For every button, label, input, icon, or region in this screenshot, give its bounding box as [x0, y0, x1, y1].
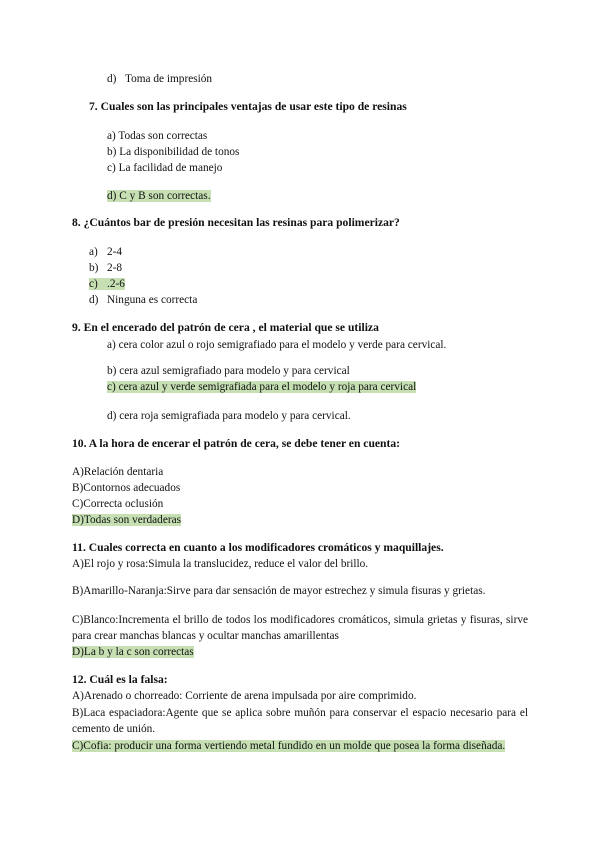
- answer-highlight: [89, 278, 125, 290]
- question-12-title: 12. Cuál es la falsa:: [72, 673, 168, 686]
- question-11-option-d-answer: [72, 645, 194, 659]
- question-8-title: 8. ¿Cuántos bar de presión necesitan las resinas para polimerizar?: [72, 216, 400, 229]
- prev-option-d: [107, 72, 212, 86]
- question-11-title: 11. Cuales correcta en cuanto a los modificadores cromáticos y maquillajes.: [72, 541, 444, 554]
- question-12-option-b: B)Laca espaciadora:Agente que se aplica sobre muñón para conservar el espacio necesario para el cemento de unión.: [72, 707, 528, 735]
- option-text: 2-8: [107, 262, 123, 274]
- answer-highlight: D)Todas son verdaderas: [72, 514, 182, 526]
- option-marker: b): [89, 262, 99, 274]
- question-7-option-a: a) Todas son correctas: [107, 130, 208, 142]
- question-10-option-a: A)Relación dentaria: [72, 466, 164, 478]
- question-7-option-d-answer: [107, 189, 211, 203]
- question-9-option-c-answer: [107, 380, 416, 394]
- question-9-option-d: d) cera roja semigrafiada para modelo y para cervical.: [107, 410, 351, 422]
- option-marker: a): [89, 246, 98, 258]
- question-10-option-b: B)Contornos adecuados: [72, 482, 181, 494]
- question-7-option-c: c) La facilidad de manejo: [107, 162, 223, 174]
- question-9-title: 9. En el encerado del patrón de cera , el material que se utiliza: [72, 321, 379, 334]
- question-8-option-d: [89, 293, 197, 307]
- question-8-option-c-answer: [89, 277, 125, 291]
- question-8-option-a: [89, 245, 122, 259]
- option-marker: d): [107, 73, 117, 85]
- question-12-option-c-answer: [72, 738, 528, 754]
- option-marker: d): [89, 294, 99, 306]
- question-10-option-d-answer: [72, 513, 181, 527]
- answer-highlight: C)Cofia: producir una forma vertiendo metal fundido en un molde que posea la forma diseñada.: [72, 740, 506, 752]
- option-text: Toma de impresión: [125, 73, 213, 85]
- question-9-option-b: b) cera azul semigrafiado para modelo y para cervical: [107, 365, 350, 377]
- question-11-option-b: B)Amarillo-Naranja:Sirve para dar sensación de mayor estrechez y simula fisuras y grietas.: [72, 585, 486, 597]
- question-7-title: 7. Cuales son las principales ventajas de usar este tipo de resinas: [89, 100, 407, 113]
- option-text: Ninguna es correcta: [107, 294, 198, 306]
- option-marker: c): [89, 278, 98, 290]
- answer-highlight: D)La b y la c son correctas: [72, 646, 194, 658]
- question-11-option-a: A)El rojo y rosa:Simula la translucidez, reduce el valor del brillo.: [72, 558, 369, 570]
- question-9-option-a: a) cera color azul o rojo semigrafiado para el modelo y verde para cervical.: [107, 339, 447, 351]
- option-text: 2-4: [107, 246, 123, 258]
- question-10-option-c: C)Correcta oclusión: [72, 498, 164, 510]
- option-text: .2-6: [107, 278, 125, 290]
- question-11-option-c: C)Blanco:Incrementa el brillo de todos los modificadores cromáticos, simula grietas y fisuras, sirve para crear manchas blancas y ocultar manchas amarillentas: [72, 614, 528, 642]
- question-7-option-b: b) La disponibilidad de tonos: [107, 146, 240, 158]
- question-8-option-b: [89, 261, 122, 275]
- answer-highlight: d) C y B son correctas.: [107, 190, 211, 202]
- question-10-title: 10. A la hora de encerar el patrón de cera, se debe tener en cuenta:: [72, 437, 400, 450]
- answer-highlight: c) cera azul y verde semigrafiada para el modelo y roja para cervical: [107, 381, 417, 393]
- question-12-option-a: A)Arenado o chorreado: Corriente de arena impulsada por aire comprimido.: [72, 690, 417, 702]
